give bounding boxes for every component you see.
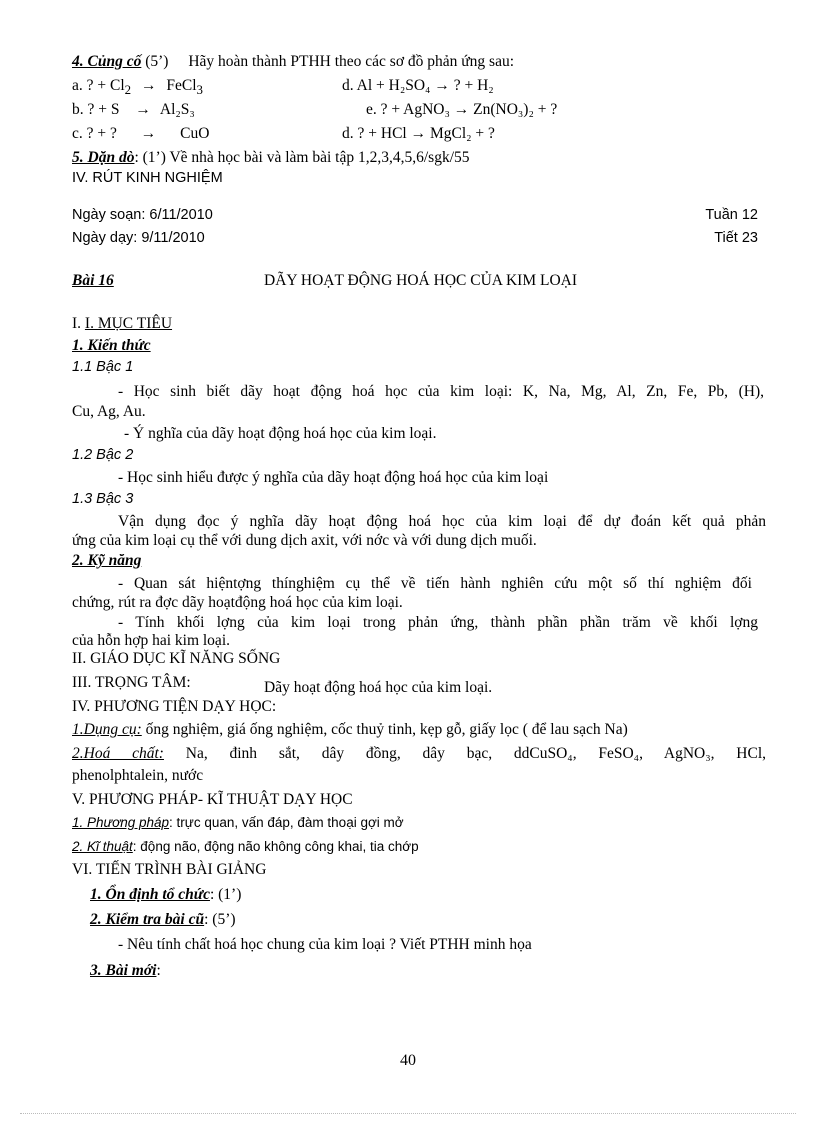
- ngay-day: Ngày dạy: 9/11/2010: [72, 230, 205, 246]
- page-number: 40: [400, 1052, 416, 1069]
- ky-nang-text: 2. Kỹ năng: [72, 552, 142, 569]
- eq-b-left: [72, 100, 195, 119]
- eq-a-sub2: 3: [196, 82, 203, 98]
- eq-a-reactants: a. ? + Cl: [72, 77, 125, 94]
- ky-nang-heading: [72, 551, 141, 570]
- trong-tam-text: Dãy hoạt động hoá học của kim loại.: [264, 679, 493, 696]
- tuan: Tuần 12: [705, 207, 758, 223]
- bai-moi-line: [90, 961, 161, 980]
- eq-a-product: FeCl: [166, 77, 197, 94]
- phuong-phap-heading: V. PHƯƠNG PHÁP- KĨ THUẬT DẠY HỌC: [72, 791, 353, 808]
- bai-moi-text: :: [156, 962, 161, 979]
- hoa-chat-line2: phenolphtalein, nước: [72, 767, 204, 784]
- on-dinh-label: 1. Ổn định tổ chức: [90, 886, 210, 903]
- pp-label: 1. Phương pháp: [72, 815, 170, 830]
- bac1-line3: - Ý nghĩa của dãy hoạt động hoá học của kim loại.: [124, 425, 437, 442]
- cung-co-time: (5’): [141, 53, 169, 70]
- muc-tieu-heading: I. I. MỤC TIÊU: [72, 315, 173, 332]
- dung-cu-label: 1.Dụng cụ:: [72, 721, 142, 738]
- eq-c-left: [72, 124, 209, 143]
- kien-thuc-heading: [72, 336, 151, 355]
- hoa-chat-line: [72, 744, 766, 763]
- bac1-line2: Cu, Ag, Au.: [72, 403, 146, 420]
- kien-thuc-text: 1. Kiến thức: [72, 337, 151, 354]
- kiem-tra-question: - Nêu tính chất hoá học chung của kim loại ? Viết PTHH minh họa: [118, 936, 532, 953]
- cung-co-line: [72, 52, 514, 71]
- bac1-line1: - Học sinh biết dãy hoạt động hoá học của kim loại: K, Na, Mg, Al, Zn, Fe, Pb, (H),: [118, 383, 764, 400]
- phuong-tien-heading: IV. PHƯƠNG TIỆN DẠY HỌC:: [72, 698, 277, 715]
- bac1-heading: 1.1 Bậc 1: [72, 359, 134, 375]
- arrow-icon: →: [135, 101, 151, 118]
- kn-line3: - Tính khối lợng của kim loại trong phản ứng, thành phần phần trăm về khối lợng: [118, 614, 758, 631]
- trong-tam-label: III. TRỌNG TÂM:: [72, 674, 191, 691]
- eq-a-left: [72, 76, 203, 99]
- kn-line1: - Quan sát hiệntợng thínghiệm cụ thể về tiến hành nghiên cứu một số thí nghiệm đối: [118, 575, 752, 592]
- bac3-heading: 1.3 Bậc 3: [72, 491, 134, 507]
- muc-tieu-heading-text: I. MỤC TIÊU: [84, 315, 173, 332]
- dan-do-text: : (1’) Về nhà học bài và làm bài tập 1,2,3,4,5,6/sgk/55: [134, 149, 470, 166]
- bai-moi-label: 3. Bài mới: [90, 962, 157, 979]
- bac2-heading: 1.2 Bậc 2: [72, 447, 134, 463]
- tiet: Tiết 23: [714, 230, 758, 246]
- page-bottom-divider: [20, 1113, 796, 1114]
- cung-co-instruction: Hãy hoàn thành PTHH theo các sơ đồ phản ứng sau:: [188, 53, 515, 70]
- kiem-tra-label: 2. Kiểm tra bài cũ: [90, 911, 205, 928]
- dung-cu-text: ống nghiệm, giá ống nghiệm, cốc thuỷ tinh, kẹp gỗ, giấy lọc ( để lau sạch Na): [141, 721, 628, 738]
- on-dinh-text: : (1’): [209, 886, 242, 903]
- lesson-number-text: Bài 16: [72, 272, 114, 289]
- dung-cu-line: [72, 720, 628, 739]
- eq-b-product: Al₂S₃: [159, 101, 195, 118]
- kt-line: [72, 837, 419, 856]
- bac3-line1: Vận dụng đọc ý nghĩa dãy hoạt động hoá học của kim loại để dự đoán kết quả phản: [118, 513, 766, 530]
- eq-c-reactants: c. ? + ?: [72, 125, 117, 142]
- eq-e-right: e. ? + AgNO₃ → Zn(NO₃)₂ + ?: [366, 101, 558, 118]
- kn-line2: chứng, rút ra đợc dãy hoạtđộng hoá học của kim loại.: [72, 594, 403, 611]
- kiem-tra-line: [90, 910, 236, 929]
- lesson-title: DÃY HOẠT ĐỘNG HOÁ HỌC CỦA KIM LOẠI: [264, 272, 578, 289]
- hoa-chat-label: 2.Hoá chất:: [72, 745, 164, 762]
- kt-text: : động não, động não không công khai, tia chớp: [132, 839, 419, 854]
- dan-do-line: [72, 148, 470, 167]
- arrow-icon: →: [140, 125, 157, 142]
- dan-do-label: 5. Dặn dò: [72, 149, 135, 166]
- bac3-line2: ứng của kim loại cụ thể với dung dịch axit, với nớc và với dung dịch muối.: [72, 532, 537, 549]
- hoa-chat-text: Na, đinh sắt, dây đồng, dây bạc, ddCuSO₄, FeSO₄, AgNO₃, HCl,: [163, 745, 767, 762]
- arrow-icon: →: [140, 77, 157, 94]
- kt-label: 2. Kĩ thuật: [72, 839, 133, 854]
- kiem-tra-text: : (5’): [204, 911, 236, 928]
- bac2-line1: - Học sinh hiểu được ý nghĩa của dãy hoạt động hoá học của kim loại: [118, 469, 549, 486]
- on-dinh-line: [90, 885, 241, 904]
- tien-trinh-heading: VI. TIẾN TRÌNH BÀI GIẢNG: [72, 861, 267, 878]
- eq-c-product: CuO: [180, 125, 210, 142]
- giao-duc-heading: II. GIÁO DỤC KĨ NĂNG SỐNG: [72, 650, 281, 667]
- ngay-soan: Ngày soạn: 6/11/2010: [72, 207, 213, 223]
- eq-b-reactants: b. ? + S: [72, 101, 120, 118]
- eq-d-right: d. Al + H₂SO₄ → ? + H₂: [342, 77, 494, 94]
- eq-a-sub: 2: [124, 82, 132, 98]
- pp-line: [72, 813, 404, 832]
- rut-kinh-nghiem: IV. RÚT KINH NGHIỆM: [72, 170, 223, 186]
- lesson-number: [72, 271, 114, 290]
- pp-text: : trực quan, vấn đáp, đàm thoại gợi mở: [169, 815, 404, 830]
- kn-line4: của hỗn hợp hai kim loại.: [72, 632, 230, 649]
- eq-d2-right: d. ? + HCl → MgCl₂ + ?: [342, 125, 495, 142]
- cung-co-label: 4. Củng cố: [72, 53, 142, 70]
